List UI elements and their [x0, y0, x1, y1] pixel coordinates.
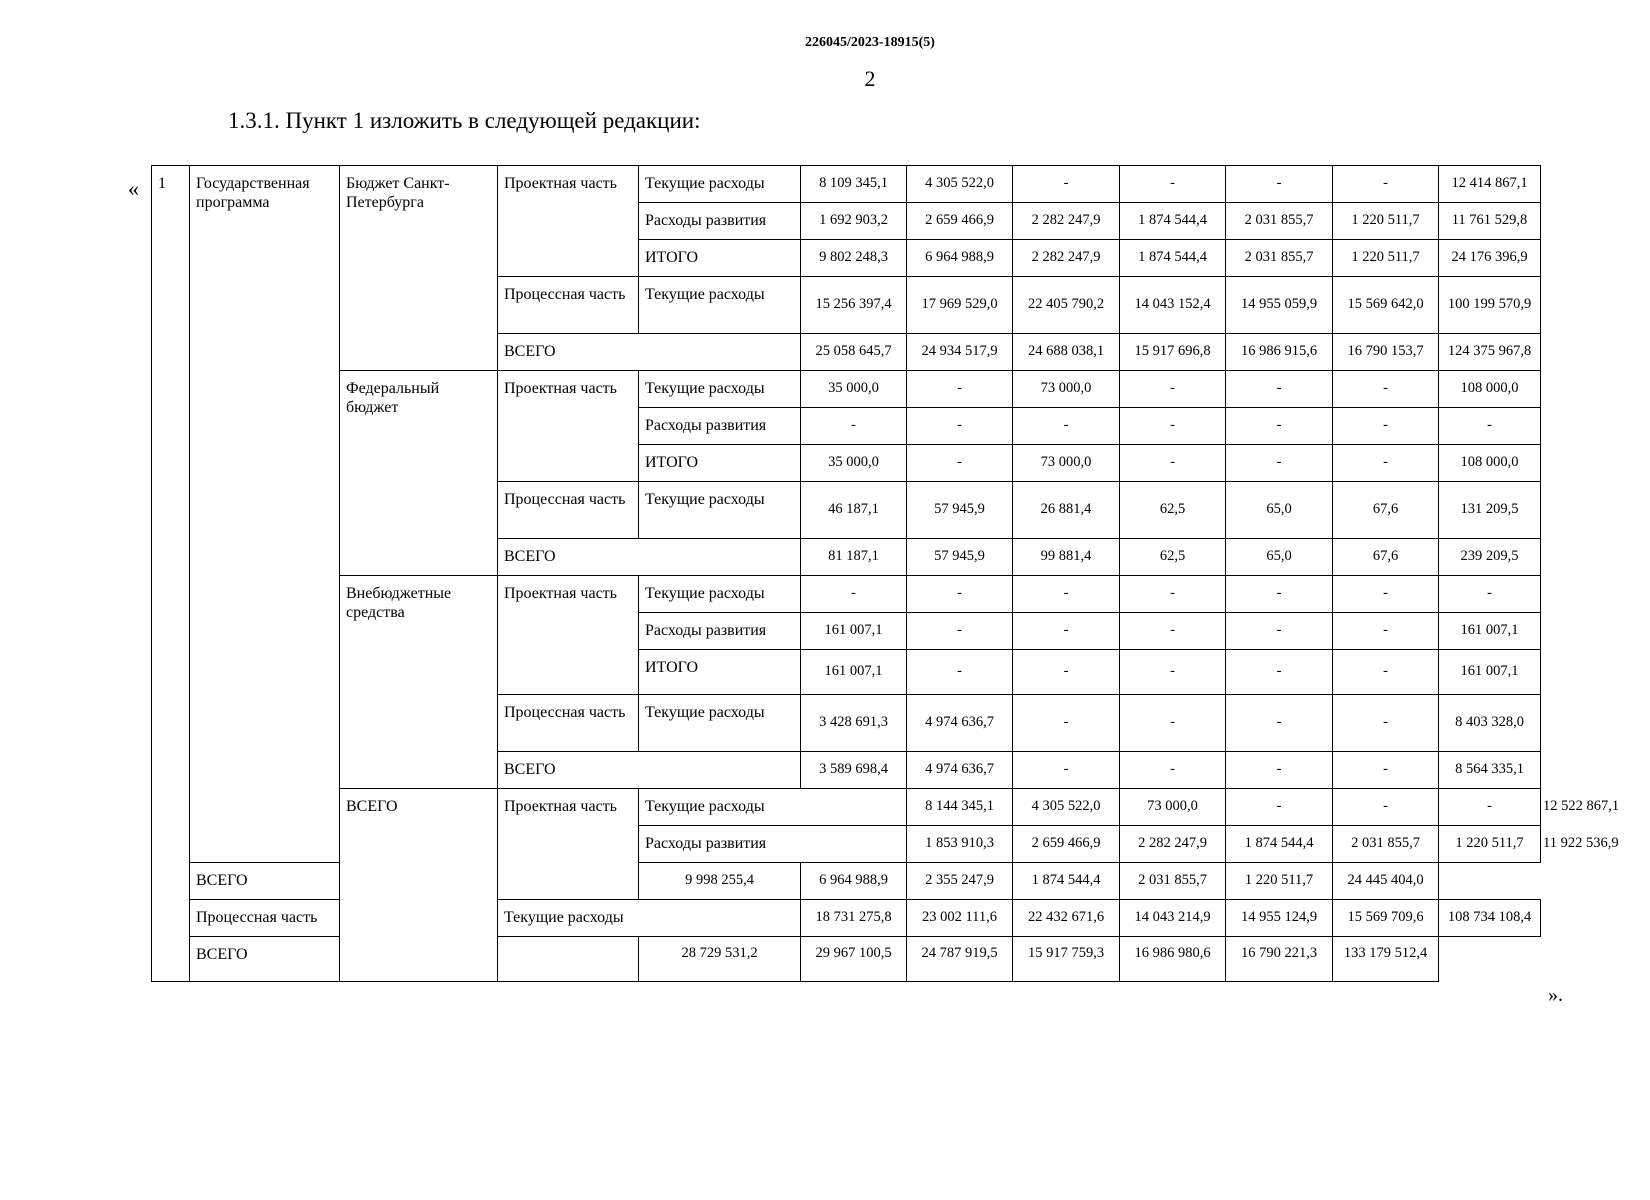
- value-cell: -: [801, 408, 907, 445]
- value-cell: -: [1013, 576, 1120, 613]
- value-cell: 2 031 855,7: [1333, 826, 1439, 863]
- vsego-cell: ВСЕГО: [498, 752, 801, 789]
- value-cell: 2 659 466,9: [907, 203, 1013, 240]
- value-cell: 4 305 522,0: [1013, 789, 1120, 826]
- value-cell: 2 659 466,9: [1013, 826, 1120, 863]
- table-row: [152, 863, 1541, 900]
- value-cell: -: [907, 613, 1013, 650]
- value-cell: -: [1226, 752, 1333, 789]
- value-cell: 24 445 404,0: [1333, 863, 1439, 900]
- value-cell: -: [907, 445, 1013, 482]
- value-cell: 8 564 335,1: [1439, 752, 1541, 789]
- value-cell: 108 000,0: [1439, 371, 1541, 408]
- value-cell: -: [907, 650, 1013, 695]
- value-cell: -: [1439, 408, 1541, 445]
- value-cell: 161 007,1: [1439, 650, 1541, 695]
- value-cell: 131 209,5: [1439, 482, 1541, 539]
- value-cell: 161 007,1: [801, 650, 907, 695]
- process-part-cell: Процессная часть: [498, 277, 639, 334]
- value-cell: 15 569 709,6: [1333, 900, 1439, 937]
- value-cell: -: [1226, 650, 1333, 695]
- value-cell: 1 874 544,4: [1120, 203, 1226, 240]
- value-cell: 2 031 855,7: [1120, 863, 1226, 900]
- intro-paragraph: 1.3.1. Пункт 1 изложить в следующей редакции:: [228, 108, 701, 133]
- value-cell: 16 986 915,6: [1226, 334, 1333, 371]
- value-cell: -: [1226, 166, 1333, 203]
- development-expenses-cell: Расходы развития: [639, 826, 907, 863]
- value-cell: 24 787 919,5: [907, 937, 1013, 982]
- value-cell: 65,0: [1226, 482, 1333, 539]
- value-cell: 24 176 396,9: [1439, 240, 1541, 277]
- value-cell: -: [1226, 576, 1333, 613]
- value-cell: 26 881,4: [1013, 482, 1120, 539]
- project-part-cell: Проектная часть: [498, 576, 639, 695]
- value-cell: 15 569 642,0: [1333, 277, 1439, 334]
- value-cell: 35 000,0: [801, 371, 907, 408]
- value-cell: 35 000,0: [801, 445, 907, 482]
- value-cell: 73 000,0: [1013, 445, 1120, 482]
- value-cell: 81 187,1: [801, 539, 907, 576]
- value-cell: -: [1226, 695, 1333, 752]
- vsego-cell: ВСЕГО: [498, 334, 801, 371]
- current-expenses-cell: Текущие расходы: [639, 371, 801, 408]
- value-cell: -: [1226, 408, 1333, 445]
- value-cell: -: [907, 576, 1013, 613]
- value-cell: 12 414 867,1: [1439, 166, 1541, 203]
- value-cell: 6 964 988,9: [907, 240, 1013, 277]
- current-expenses-cell: Текущие расходы: [639, 789, 907, 826]
- value-cell: 161 007,1: [801, 613, 907, 650]
- development-expenses-cell: Расходы развития: [639, 203, 801, 240]
- value-cell: 17 969 529,0: [907, 277, 1013, 334]
- value-cell: -: [1226, 613, 1333, 650]
- value-cell: 14 043 152,4: [1120, 277, 1226, 334]
- program-cell: Государственная программа: [190, 166, 340, 863]
- value-cell: 11 761 529,8: [1439, 203, 1541, 240]
- value-cell: 1 853 910,3: [907, 826, 1013, 863]
- value-cell: -: [1120, 445, 1226, 482]
- value-cell: 3 428 691,3: [801, 695, 907, 752]
- value-cell: 1 220 511,7: [1226, 863, 1333, 900]
- itogo-cell: ИТОГО: [639, 240, 801, 277]
- value-cell: 239 209,5: [1439, 539, 1541, 576]
- value-cell: -: [1120, 371, 1226, 408]
- value-cell: -: [1120, 166, 1226, 203]
- value-cell: 1 874 544,4: [1120, 240, 1226, 277]
- value-cell: -: [1120, 576, 1226, 613]
- vsego-cell: ВСЕГО: [190, 863, 498, 900]
- value-cell: 62,5: [1120, 482, 1226, 539]
- value-cell: -: [1120, 650, 1226, 695]
- value-cell: -: [1013, 166, 1120, 203]
- value-cell: -: [907, 371, 1013, 408]
- source-spb-cell: Бюджет Санкт-Петербурга: [340, 166, 498, 371]
- value-cell: -: [1333, 650, 1439, 695]
- value-cell: -: [1439, 789, 1541, 826]
- value-cell: 6 964 988,9: [801, 863, 907, 900]
- project-part-cell: Проектная часть: [498, 166, 639, 277]
- value-cell: 161 007,1: [1439, 613, 1541, 650]
- value-cell: 1 220 511,7: [1333, 203, 1439, 240]
- value-cell: 1 874 544,4: [1226, 826, 1333, 863]
- value-cell: 1 692 903,2: [801, 203, 907, 240]
- value-cell: -: [1013, 650, 1120, 695]
- table-row: [152, 371, 1541, 408]
- value-cell: -: [1333, 752, 1439, 789]
- value-cell: -: [1226, 371, 1333, 408]
- value-cell: -: [1120, 752, 1226, 789]
- current-expenses-cell: Текущие расходы: [498, 900, 801, 937]
- value-cell: 22 405 790,2: [1013, 277, 1120, 334]
- process-part-cell: Процессная часть: [498, 482, 639, 539]
- value-cell: 28 729 531,2: [639, 937, 801, 982]
- vsego-cell: ВСЕГО: [498, 539, 801, 576]
- value-cell: 62,5: [1120, 539, 1226, 576]
- table-row: ВСЕГО Проектная часть Текущие расходы 8 144 345,1 4 305 522,0 73 000,0 - - - 12 522 867,1: [152, 789, 1541, 826]
- value-cell: 3 589 698,4: [801, 752, 907, 789]
- value-cell: 108 000,0: [1439, 445, 1541, 482]
- opening-quote: «: [128, 176, 139, 201]
- value-cell: 29 967 100,5: [801, 937, 907, 982]
- value-cell: 24 934 517,9: [907, 334, 1013, 371]
- current-expenses-cell: Текущие расходы: [639, 166, 801, 203]
- development-expenses-cell: Расходы развития: [639, 408, 801, 445]
- value-cell: 16 790 221,3: [1226, 937, 1333, 982]
- value-cell: -: [1120, 695, 1226, 752]
- value-cell: 14 955 124,9: [1226, 900, 1333, 937]
- value-cell: 2 282 247,9: [1013, 203, 1120, 240]
- value-cell: -: [1333, 445, 1439, 482]
- value-cell: -: [1013, 695, 1120, 752]
- current-expenses-cell: Текущие расходы: [639, 482, 801, 539]
- value-cell: 2 282 247,9: [1013, 240, 1120, 277]
- page-number: 2: [864, 66, 876, 91]
- value-cell: 23 002 111,6: [907, 900, 1013, 937]
- value-cell: 100 199 570,9: [1439, 277, 1541, 334]
- value-cell: -: [1120, 408, 1226, 445]
- value-cell: -: [1013, 613, 1120, 650]
- value-cell: 2 031 855,7: [1226, 240, 1333, 277]
- value-cell: -: [907, 408, 1013, 445]
- value-cell: 15 917 759,3: [1013, 937, 1120, 982]
- value-cell: 67,6: [1333, 482, 1439, 539]
- grand-total-cell: ВСЕГО: [190, 937, 639, 982]
- itogo-cell: ИТОГО: [639, 445, 801, 482]
- table-row: [152, 576, 1541, 613]
- itogo-cell: ИТОГО: [639, 650, 801, 695]
- value-cell: 2 282 247,9: [1120, 826, 1226, 863]
- value-cell: 16 986 980,6: [1120, 937, 1226, 982]
- value-cell: 1 220 511,7: [1333, 240, 1439, 277]
- table-row: Расходы развития 1 853 910,3 2 659 466,9 2 282 247,9 1 874 544,4 2 031 855,7 1 220 511,7 11 922 536,9: [152, 826, 1541, 863]
- value-cell: 57 945,9: [907, 482, 1013, 539]
- value-cell: -: [1439, 576, 1541, 613]
- value-cell: 4 974 636,7: [907, 695, 1013, 752]
- value-cell: -: [1333, 613, 1439, 650]
- value-cell: 124 375 967,8: [1439, 334, 1541, 371]
- source-fed-cell: Федеральный бюджет: [340, 371, 498, 576]
- value-cell: 25 058 645,7: [801, 334, 907, 371]
- current-expenses-cell: Текущие расходы: [639, 576, 801, 613]
- value-cell: 73 000,0: [1120, 789, 1226, 826]
- value-cell: 14 955 059,9: [1226, 277, 1333, 334]
- value-cell: -: [1013, 408, 1120, 445]
- value-cell: 8 109 345,1: [801, 166, 907, 203]
- value-cell: 18 731 275,8: [801, 900, 907, 937]
- development-expenses-cell: Расходы развития: [639, 613, 801, 650]
- value-cell: 9 802 248,3: [801, 240, 907, 277]
- value-cell: 67,6: [1333, 539, 1439, 576]
- value-cell: 4 974 636,7: [907, 752, 1013, 789]
- value-cell: 16 790 153,7: [1333, 334, 1439, 371]
- value-cell: -: [1333, 576, 1439, 613]
- value-cell: 46 187,1: [801, 482, 907, 539]
- row-number-cell: 1: [152, 166, 190, 982]
- value-cell: 8 144 345,1: [907, 789, 1013, 826]
- process-part-cell: Процессная часть: [498, 695, 639, 752]
- value-cell: 8 403 328,0: [1439, 695, 1541, 752]
- table-row: [152, 937, 1541, 982]
- grand-total-label-cell: ВСЕГО: [340, 789, 498, 982]
- value-cell: 4 305 522,0: [907, 166, 1013, 203]
- value-cell: -: [1120, 613, 1226, 650]
- project-part-cell: Проектная часть: [498, 789, 639, 900]
- project-part-cell: Проектная часть: [498, 371, 639, 482]
- closing-quote: ».: [1548, 984, 1563, 1006]
- current-expenses-cell: Текущие расходы: [639, 695, 801, 752]
- value-cell: -: [1333, 789, 1439, 826]
- value-cell: -: [1013, 752, 1120, 789]
- value-cell: -: [1333, 695, 1439, 752]
- value-cell: -: [1333, 408, 1439, 445]
- document-id: 226045/2023-18915(5): [805, 35, 935, 50]
- value-cell: 15 917 696,8: [1120, 334, 1226, 371]
- value-cell: 2 031 855,7: [1226, 203, 1333, 240]
- value-cell: -: [801, 576, 907, 613]
- value-cell: 65,0: [1226, 539, 1333, 576]
- table-row: [152, 166, 1541, 203]
- value-cell: 1 220 511,7: [1439, 826, 1541, 863]
- value-cell: 24 688 038,1: [1013, 334, 1120, 371]
- value-cell: 57 945,9: [907, 539, 1013, 576]
- process-part-cell: Процессная часть: [190, 900, 340, 937]
- value-cell: 2 355 247,9: [907, 863, 1013, 900]
- value-cell: -: [1333, 166, 1439, 203]
- value-cell: 15 256 397,4: [801, 277, 907, 334]
- value-cell: 73 000,0: [1013, 371, 1120, 408]
- current-expenses-cell: Текущие расходы: [639, 277, 801, 334]
- value-cell: -: [1226, 789, 1333, 826]
- value-cell: 22 432 671,6: [1013, 900, 1120, 937]
- value-cell: -: [1226, 445, 1333, 482]
- financing-table: [151, 165, 1620, 982]
- value-cell: -: [1333, 371, 1439, 408]
- value-cell: 9 998 255,4: [639, 863, 801, 900]
- value-cell: 108 734 108,4: [1439, 900, 1541, 937]
- source-extra-cell: Внебюджетные средства: [340, 576, 498, 789]
- value-cell: 99 881,4: [1013, 539, 1120, 576]
- value-cell: 133 179 512,4: [1333, 937, 1439, 982]
- value-cell: 14 043 214,9: [1120, 900, 1226, 937]
- value-cell: 1 874 544,4: [1013, 863, 1120, 900]
